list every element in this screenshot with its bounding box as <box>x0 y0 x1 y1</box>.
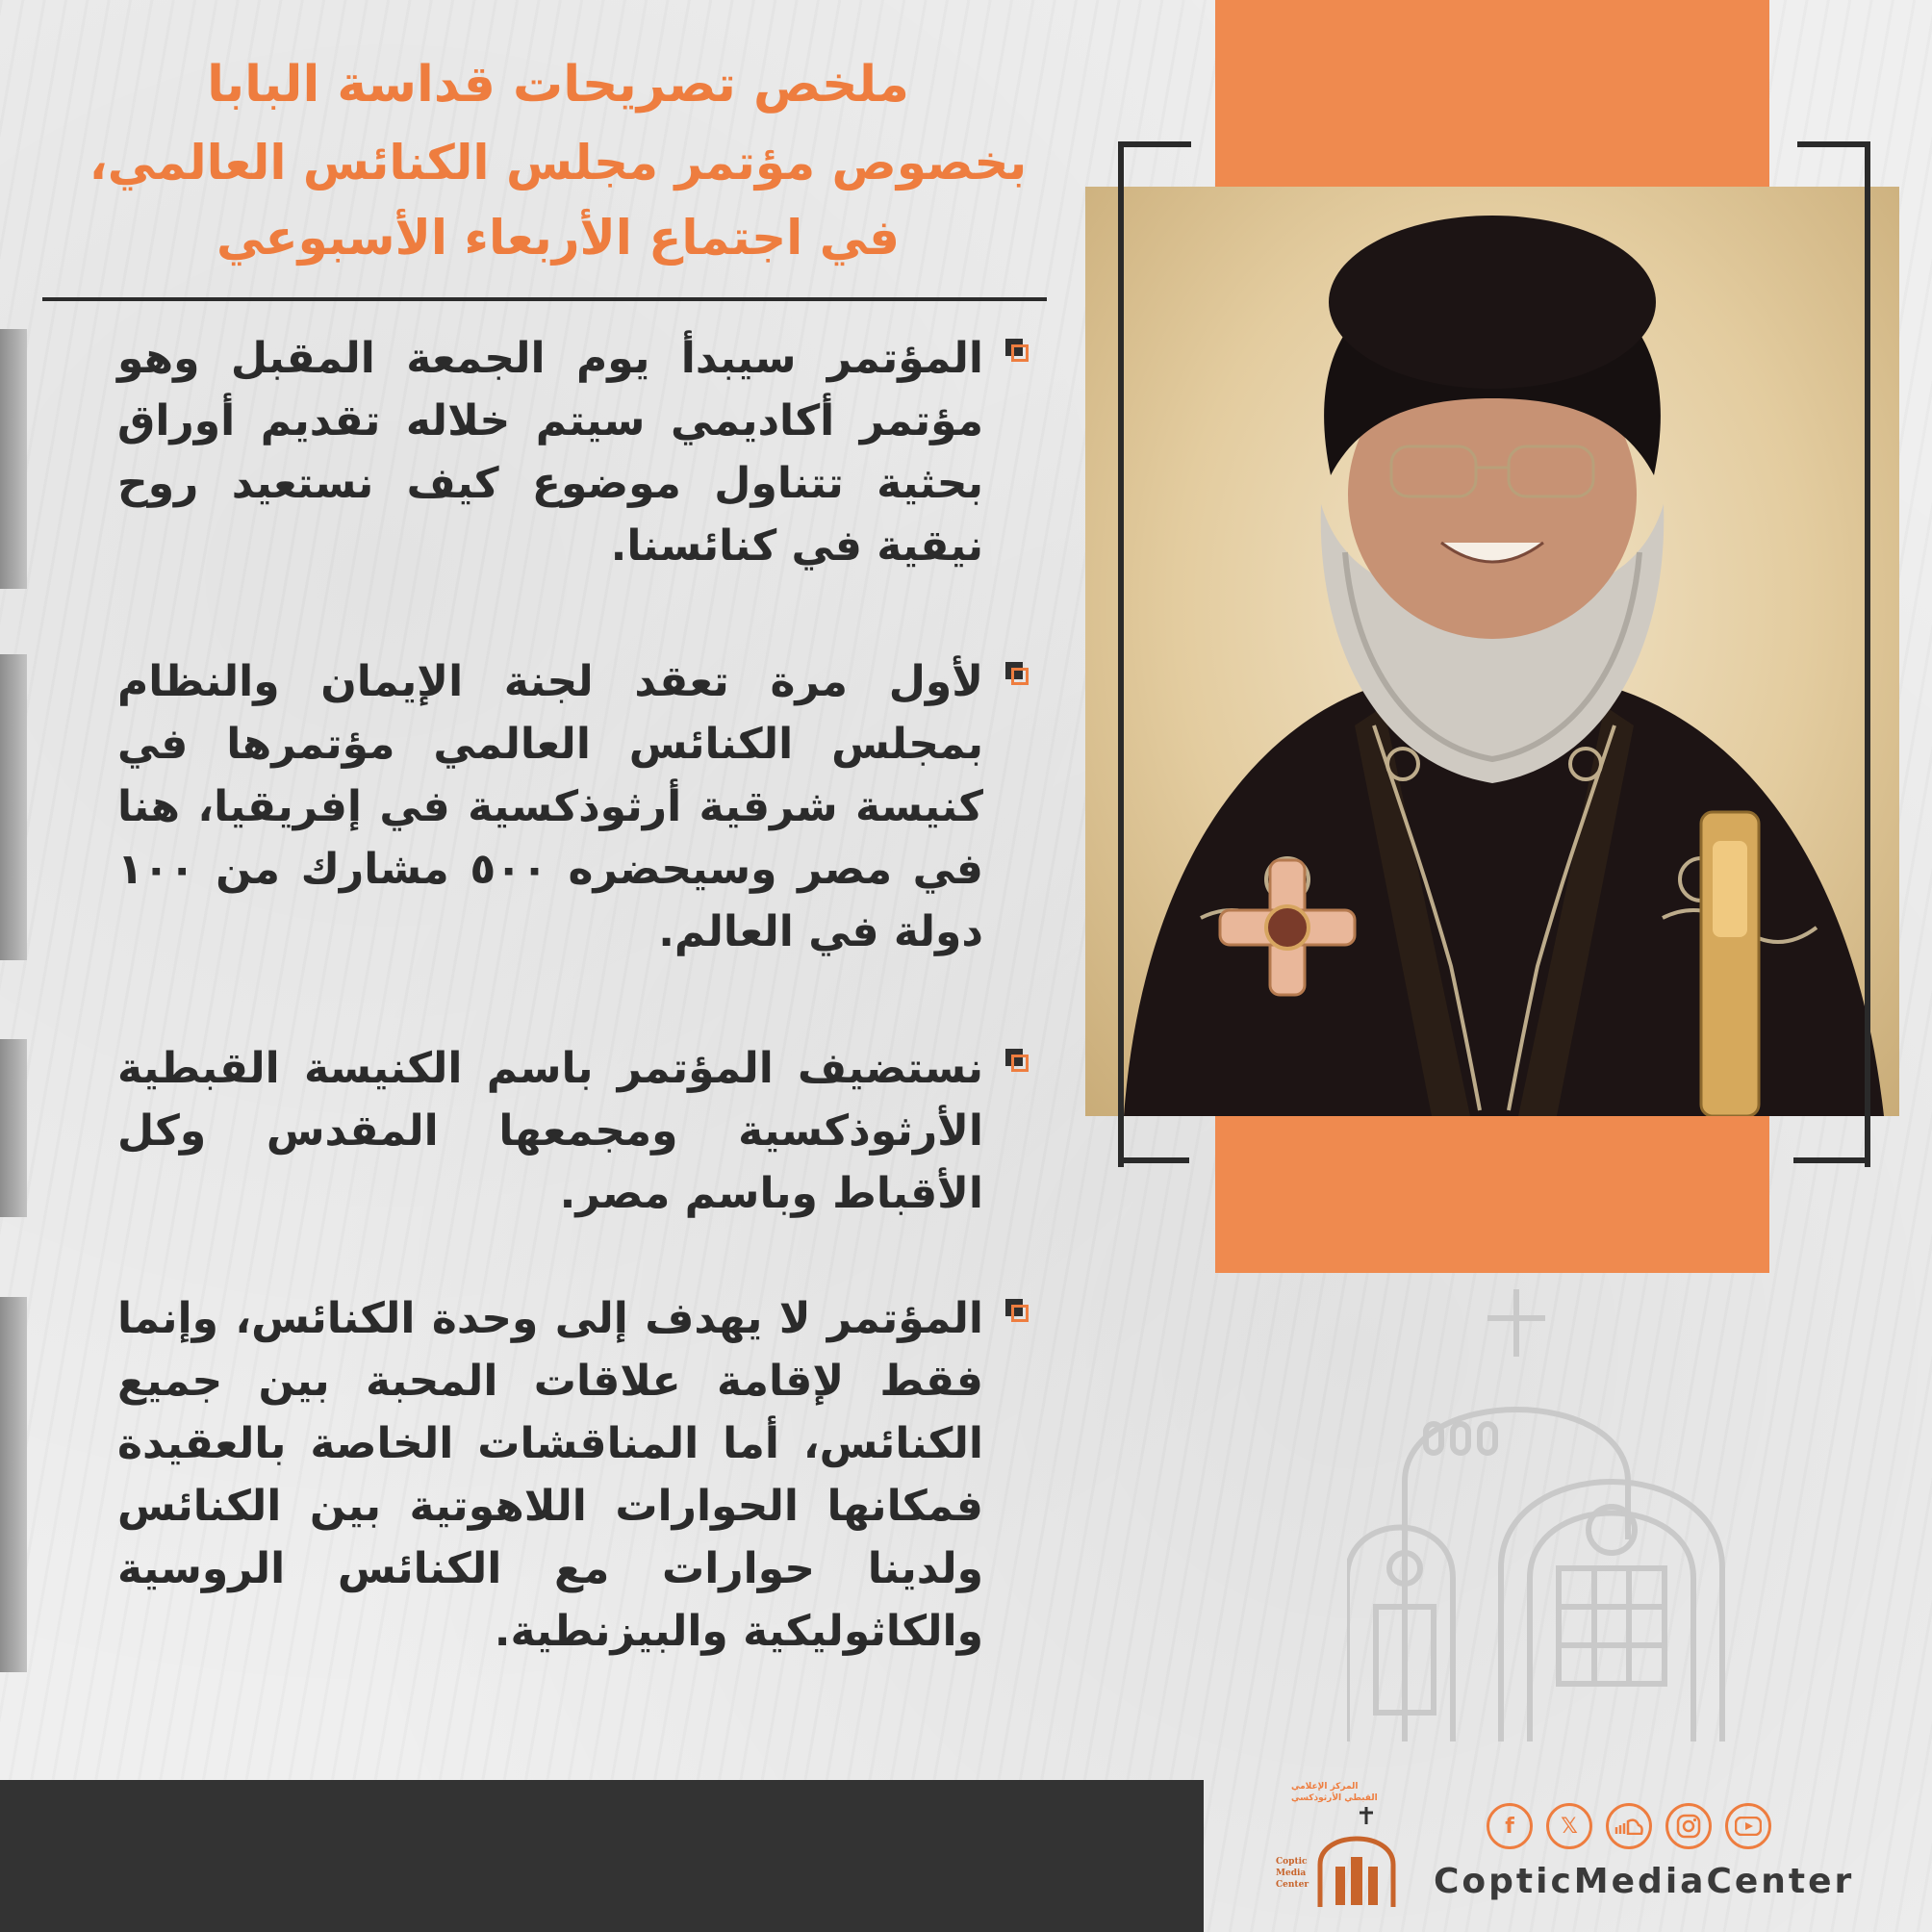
footer-bar <box>0 1780 1204 1932</box>
header-divider <box>42 297 1047 301</box>
logo-church-icon <box>1312 1807 1401 1907</box>
soundcloud-icon[interactable] <box>1606 1803 1652 1849</box>
facebook-icon[interactable]: f <box>1487 1803 1533 1849</box>
point-4 <box>117 1287 983 1663</box>
bullet-icon <box>1005 1049 1030 1074</box>
title-line-3: في اجتماع الأربعاء الأسبوعي <box>216 210 901 266</box>
point-3-text: نستضيف المؤتمر باسم الكنيسة القبطية الأرثوذكسية ومجمعها المقدس وكل الأقباط وباسم مصر. <box>117 1044 983 1218</box>
point-3 <box>117 1037 983 1225</box>
church-line-art <box>1347 1289 1732 1741</box>
point-1 <box>117 327 983 577</box>
frame-bracket-left <box>1118 141 1191 1167</box>
social-links <box>1487 1803 1771 1849</box>
title-line-1: ملخص تصريحات قداسة البابا <box>207 56 909 114</box>
bullet-icon <box>1005 1299 1030 1324</box>
logo-arabic-line-2: القبطي الأرثوذكسي <box>1291 1793 1378 1803</box>
logo-english-line-3: Center <box>1276 1880 1309 1890</box>
point-1-text: المؤتمر سيبدأ يوم الجمعة المقبل وهو مؤتمر أكاديمي سيتم خلاله تقديم أوراق بحثية تتناول موضوع كيف نستعيد روح نيقية في كنائسنا. <box>117 334 983 571</box>
point-2 <box>117 650 983 963</box>
edge-tab <box>0 329 27 589</box>
bullet-icon <box>1005 339 1030 364</box>
edge-tab <box>0 654 27 960</box>
x-icon[interactable]: 𝕏 <box>1546 1803 1592 1849</box>
bullet-icon <box>1005 662 1030 687</box>
frame-bracket-right-bottom <box>1793 1157 1870 1163</box>
edge-tab <box>0 1039 27 1217</box>
frame-bracket-left-bottom <box>1118 1157 1189 1163</box>
logo-english-line-2: Media <box>1276 1868 1307 1878</box>
edge-tab <box>0 1297 27 1672</box>
frame-bracket-right <box>1797 141 1870 1167</box>
title-line-2: بخصوص مؤتمر مجلس الكنائس العالمي، <box>89 135 1028 191</box>
pope-portrait-photo <box>1085 187 1899 1116</box>
youtube-icon[interactable] <box>1725 1803 1771 1849</box>
coptic-media-center-logo <box>1272 1770 1407 1915</box>
point-2-text: لأول مرة تعقد لجنة الإيمان والنظام بمجلس الكنائس العالمي مؤتمرها في كنيسة شرقية أرثوذكسية في إفريقيا، هنا في مصر وسيحضره ٥٠٠ مشارك من ١٠٠ دولة في العالم. <box>117 657 983 956</box>
brand-handle: CopticMediaCenter <box>1434 1862 1855 1901</box>
instagram-icon[interactable] <box>1665 1803 1712 1849</box>
logo-arabic-line-1: المركز الإعلامي <box>1291 1782 1359 1792</box>
point-4-text: المؤتمر لا يهدف إلى وحدة الكنائس، وإنما فقط لإقامة علاقات المحبة بين جميع الكنائس، أما المناقشات الخاصة بالعقيدة فمكانها الحوارات اللاهوتية بين الكنائس ولدينا حوارات مع الكنائس الروسية والكاثوليكية والبيزنطية. <box>117 1294 983 1656</box>
logo-english-line-1: Coptic <box>1276 1857 1308 1867</box>
portrait-illustration <box>1085 187 1899 1116</box>
